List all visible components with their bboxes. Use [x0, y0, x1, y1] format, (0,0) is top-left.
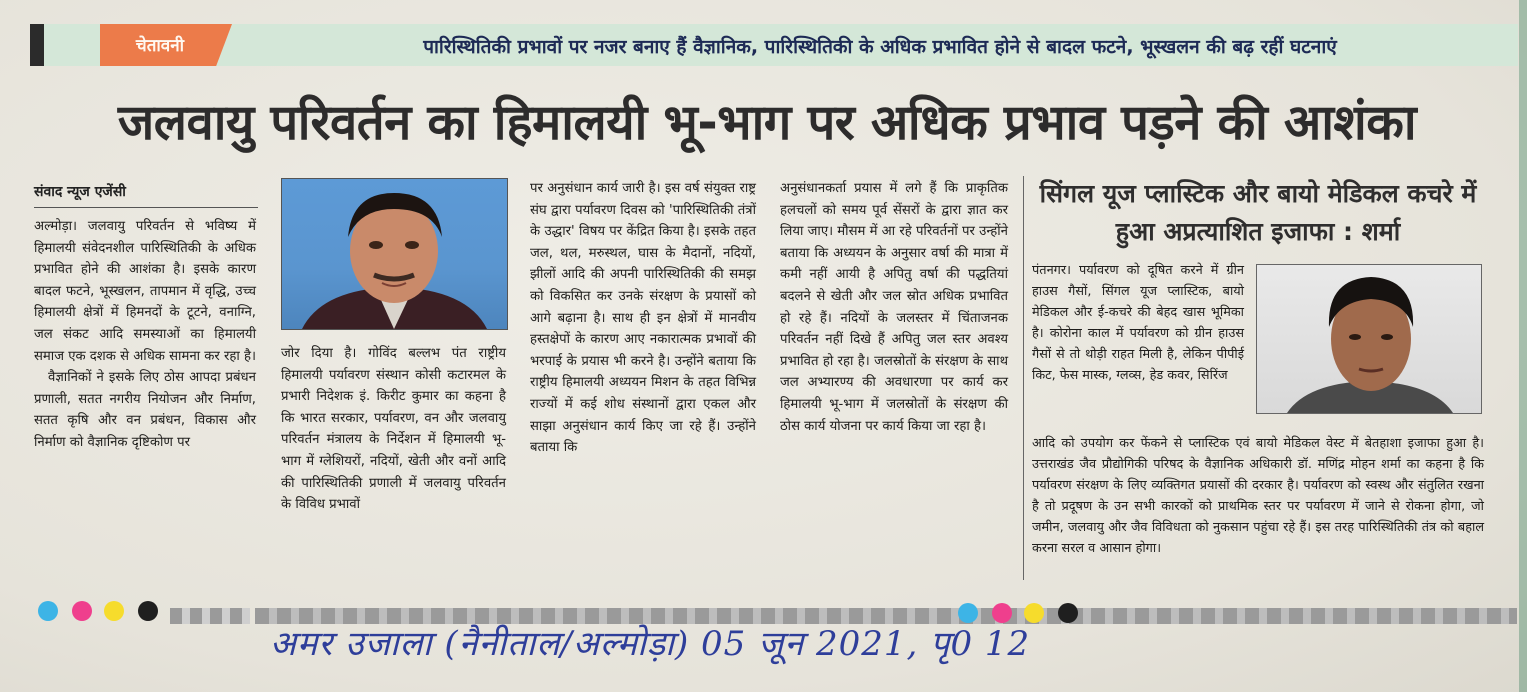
portrait-illustration [282, 179, 507, 329]
article-paragraph: पर अनुसंधान कार्य जारी है। इस वर्ष संयुक्त राष्ट्र संघ द्वारा पर्यावरण दिवस को 'पारिस्थितिकी तंत्रों के उद्धार' विषय पर केंद्रित किया है। इसके तहत जल, थल, मरुस्थल, घास के मैदानों, नदियों, झीलों आदि की अपनी पारिस्थितिकी की समझ को विकसित कर उनके संरक्षण के प्रयासों को आगे बढ़ाना है। साथ ही इन क्षेत्रों में मानवीय हस्तक्षेपों के कारण आए नकारात्मक प्रभावों की भरपाई के प्रयास भी करने है। उन्होंने बताया कि राष्ट्रीय हिमालयी अध्ययन मिशन के तहत विभिन्न राज्यों में कई शोध संस्थानों द्वारा एकल और साझा अनुसंधान कार्य किए जा रहे हैं। उन्होंने बताया कि [530, 181, 756, 456]
page-edge [1519, 0, 1527, 692]
byline-rule [34, 207, 258, 208]
article-paragraph: वैज्ञानिकों ने इसके लिए ठोस आपदा प्रबंधन प्रणाली, सतत नगरीय नियोजन और निर्माण, सतत कृषि और वन प्रबंधन, विकास और निर्माण को वैज्ञानिक दृष्टिकोण पर [34, 370, 256, 450]
registration-dot-magenta [72, 601, 92, 621]
kicker-line: पारिस्थितिकी प्रभावों पर नजर बनाए हैं वैज्ञानिक, पारिस्थितिकी के अधिक प्रभावित होने से बादल फटने, भूस्खलन की बढ़ रहीं घटनाएं [423, 36, 1337, 58]
article-column-1 [34, 216, 256, 586]
registration-dot-cyan [38, 601, 58, 621]
tag-bar-marker [30, 24, 44, 66]
registration-dot-black [1058, 603, 1078, 623]
main-headline: जलवायु परिवर्तन का हिमालयी भू-भाग पर अधिक प्रभाव पड़ने की आशंका [117, 94, 1417, 151]
tag-label: चेतावनी [135, 36, 185, 56]
registration-dot-black [138, 601, 158, 621]
article-2-headline: सिंगल यूज प्लास्टिक और बायो मेडिकल कचरे में हुआ अप्रत्याशित इजाफा : शर्मा [1039, 179, 1477, 246]
article-paragraph: आदि को उपयोग कर फेंकने से प्लास्टिक एवं बायो मेडिकल वेस्ट में बेतहाशा इजाफा हुआ है। उत्तराखंड जैव प्रौद्योगिकी परिषद के वैज्ञानिक अधिकारी डॉ. मणिंद्र मोहन शर्मा का कहना है कि पर्यावरण संरक्षण के लिए व्यक्तिगत प्रयासों की दरकार है। पर्यावरण को स्वस्थ और संतुलित रखना है तो प्रदूषण के उन सभी कारकों को प्राथमिक स्तर पर पर्यावरण में जाने से रोकना होगा, जो जमीन, जलवायु और जैव विविधता को नुकसान पहुंचा रहे हैं। इस तरह पारिस्थितिकी तंत्र को बहाल करना सरल व आसान होगा। [1032, 436, 1484, 556]
article-paragraph: अनुसंधानकर्ता प्रयास में लगे हैं कि प्राकृतिक हलचलों को समय पूर्व सेंसरों के द्वारा ज्ञात कर लिया जाए। मौसम में आ रहे परिवर्तनों पर उन्होंने बताया कि अध्ययन के अनुसार वर्षा की मात्रा में कमी नहीं आयी है अपितु वर्षा की पद्धतियां बदलने से खेती और जल स्रोत अधिक प्रभावित हो रहे हैं। नदियों के जलस्तर में चिंताजनक परिवर्तन नहीं दिखे हैं अपितु जल स्तर अवश्य प्रभावित हो रहा है। जलस्रोतों के संरक्षण के साथ जल अभ्यारण्य की अवधारणा पर कार्य कर हिमालयी भू-भाग में जलस्रोतों के संरक्षण की ठोस कार्य योजना पर कार्य किया जा रहा है। [780, 181, 1008, 434]
article-paragraph: अल्मोड़ा। जलवायु परिवर्तन से भविष्य में हिमालयी संवेदनशील पारिस्थितिकी के अधिक प्रभावित होने की आशंका है। इसके कारण बादल फटने, भूस्खलन, तापमान में वृद्धि, उच्च हिमालयी क्षेत्रों में हिमनदों के टूटने, वनाग्नि, जल संकट आदि समस्याओं का हिमालयी समाज एक दशक से अधिक सामना कर रहा है। [34, 219, 256, 364]
article-paragraph: पंतनगर। पर्यावरण को दूषित करने में ग्रीन हाउस गैसों, सिंगल यूज प्लास्टिक, बायो मेडिकल और ई-कचरे की बेहद खास भूमिका है। कोरोना काल में पर्यावरण को ग्रीन हाउस गैसों से तो थोड़ी राहत मिली है, लेकिन पीपीई किट, फेस मास्क, ग्लव्स, हेड कवर, सिरिंज [1032, 263, 1244, 383]
scientist-photo [281, 178, 508, 330]
article-2-body-top [1032, 260, 1244, 432]
article-2-body-bottom [1032, 433, 1484, 583]
column-divider [1023, 176, 1024, 580]
print-strip [170, 608, 250, 624]
byline: संवाद न्यूज एजेंसी [34, 184, 126, 200]
article-column-4 [780, 178, 1008, 588]
handwritten-source-note: अमर उजाला (नैनीताल/अल्मोड़ा) 05 जून 2021, पृ0 12 [270, 624, 1031, 664]
officer-photo [1256, 264, 1482, 414]
registration-dot-yellow [104, 601, 124, 621]
article-paragraph: जोर दिया है। गोविंद बल्लभ पंत राष्ट्रीय हिमालयी पर्यावरण संस्थान कोसी कटारमल के प्रभारी निदेशक इं. किरीट कुमार का कहना है कि भारत सरकार, पर्यावरण, वन और जलवायु परिवर्तन मंत्रालय के निर्देशन में हिमालयी भू-भाग में ग्लेशियरों, नदियों, खेती और वनों आदि की पारिस्थितिकी प्रणाली में जलवायु परिवर्तन के विविध प्रभावों [281, 346, 506, 513]
article-column-3 [530, 178, 756, 588]
portrait-illustration [1257, 265, 1481, 413]
article-column-2 [281, 343, 506, 588]
